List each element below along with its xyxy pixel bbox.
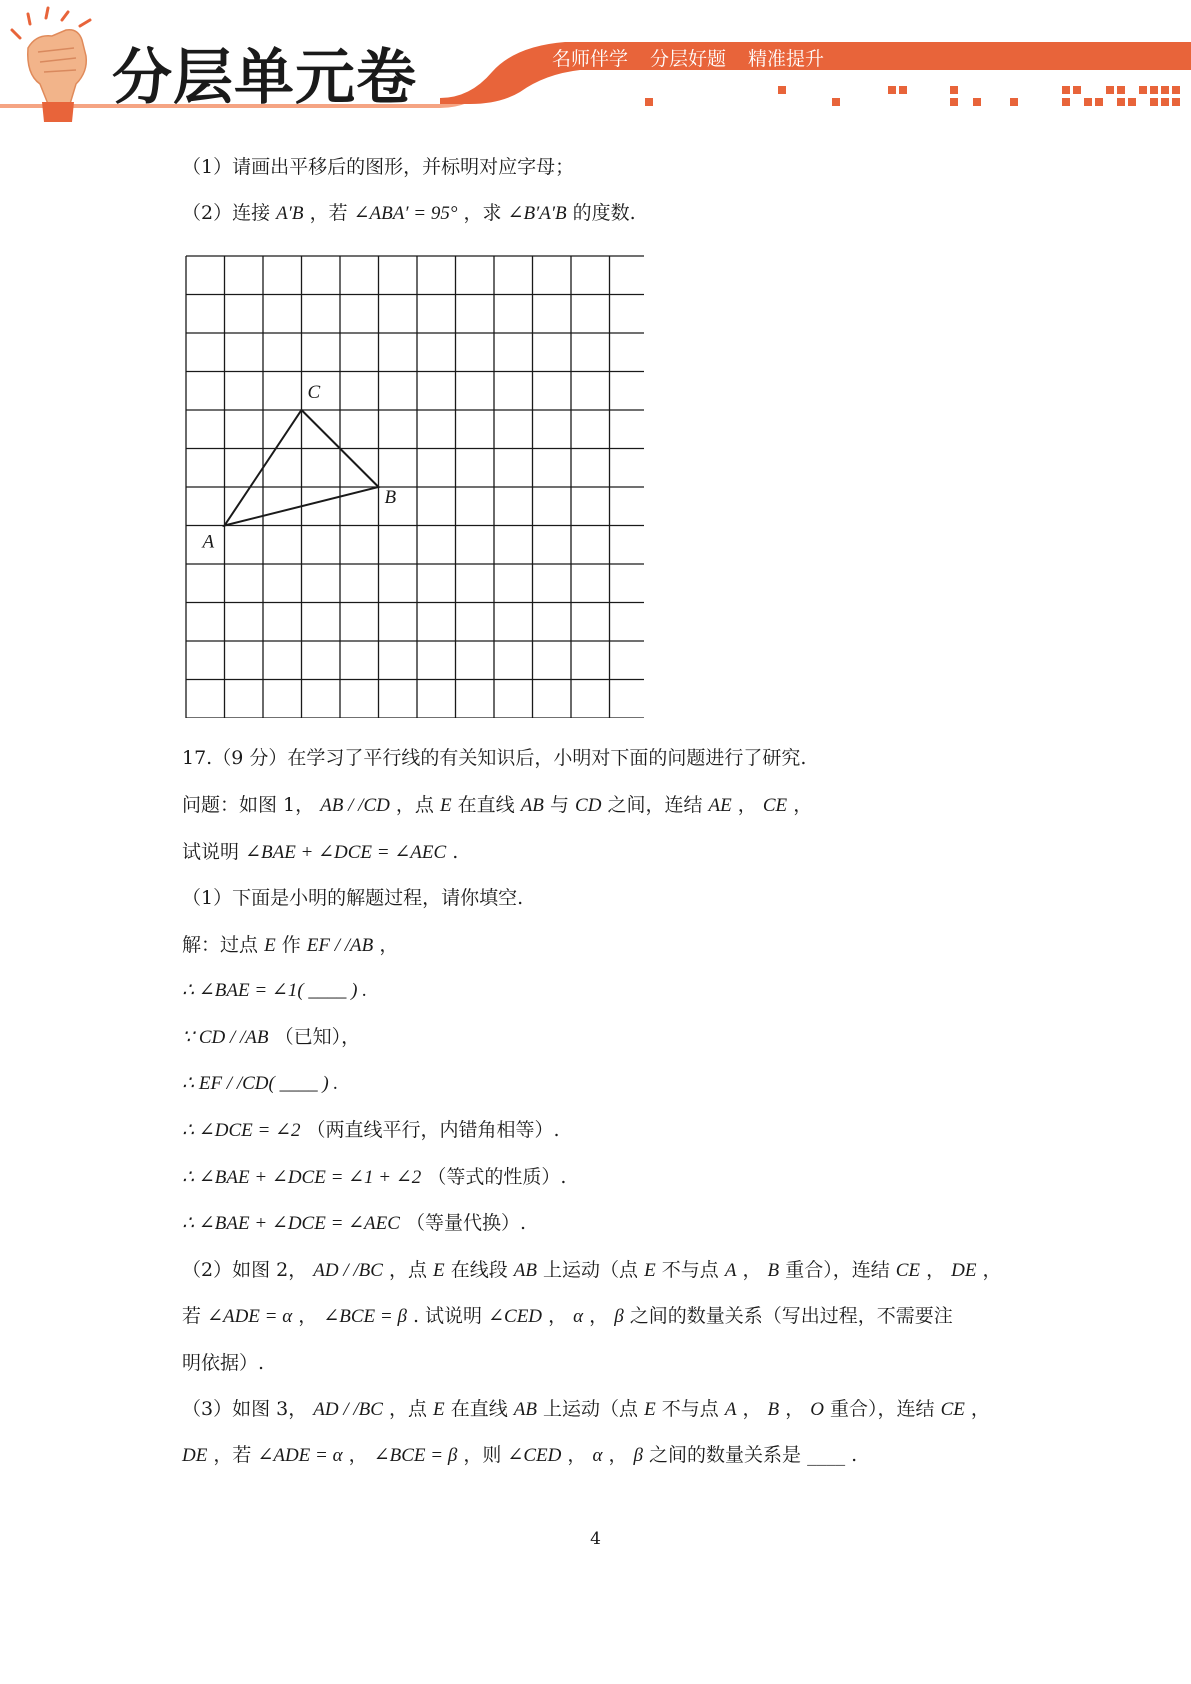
math-point: E <box>439 795 452 816</box>
text: . <box>452 841 459 863</box>
math-angle: ∠ADE = α <box>207 1306 293 1327</box>
text: 之间，连结 <box>607 794 703 816</box>
point-label-a: A <box>202 531 215 553</box>
text: . 试说明 <box>412 1305 483 1327</box>
q17-part2-line3: 明依据）. <box>182 1352 265 1374</box>
text: 之间的数量关系是 <box>649 1444 802 1466</box>
math-parallel: AD / /BC <box>313 1399 383 1420</box>
text: 不与点 <box>661 1259 719 1281</box>
text: 问题：如图 1， <box>182 794 315 816</box>
answer-blank[interactable]: ____ <box>807 1444 846 1466</box>
math-parallel: AB / /CD <box>320 795 390 816</box>
q17-part1: （1）下面是小明的解题过程，请你填空. <box>182 887 524 909</box>
text: ， <box>982 1259 1002 1281</box>
math-segment: A′B <box>276 203 304 224</box>
math-point: E <box>644 1399 656 1420</box>
text: 上运动（点 <box>543 1259 639 1281</box>
text: ， <box>348 1444 368 1466</box>
text: ，若 <box>213 1444 252 1466</box>
math-segment: DE <box>951 1260 977 1281</box>
text: 在直线 <box>450 1398 508 1420</box>
q17-part2-line2 <box>182 1304 953 1329</box>
math-point: E <box>264 935 276 956</box>
text: （两直线平行，内错角相等）. <box>306 1119 560 1141</box>
q17-step-2 <box>182 1025 360 1050</box>
text: 的度数. <box>572 202 636 224</box>
text: 重合），连结 <box>830 1398 935 1420</box>
text: ，点 <box>388 1259 427 1281</box>
text: ，点 <box>395 794 434 816</box>
text: （3）如图 3， <box>182 1398 308 1420</box>
q17-step-5 <box>182 1165 566 1190</box>
math-angle: ∠BCE = β <box>373 1445 458 1466</box>
math-angle-target: ∠B′A′B <box>507 203 567 224</box>
text: （等量代换）. <box>406 1212 527 1234</box>
header-slogan <box>552 44 824 71</box>
q17-step-6 <box>182 1211 526 1236</box>
point-labels <box>201 382 397 553</box>
math-point: B <box>767 1260 780 1281</box>
math-angle: ∠ADE = α <box>257 1445 343 1466</box>
math-segment: DE <box>182 1445 208 1466</box>
text: （2）连接 <box>182 202 271 224</box>
text: . <box>851 1444 858 1466</box>
text: 若 <box>182 1305 202 1327</box>
slogan-item: 分层好题 <box>650 48 727 70</box>
text: ， <box>567 1444 587 1466</box>
math-point: A <box>724 1399 737 1420</box>
math-angle: ∠CED <box>507 1445 562 1466</box>
q17-header: 17.（9 分）在学习了平行线的有关知识后，小明对下面的问题进行了研究. <box>182 747 807 769</box>
text: 之间的数量关系（写出过程，不需要注 <box>629 1305 953 1327</box>
math-segment: CE <box>940 1399 965 1420</box>
math-line: CD <box>575 795 602 816</box>
text: ， <box>298 1305 318 1327</box>
grid-triangle-figure <box>184 254 644 718</box>
text: 上运动（点 <box>543 1398 639 1420</box>
q17-problem <box>182 793 812 818</box>
math-statement: ∴ ∠DCE = ∠2 <box>182 1120 301 1141</box>
text: ， <box>926 1259 946 1281</box>
q17-step-1: ∴ ∠BAE = ∠1( ____ ) . <box>182 980 367 1001</box>
q17-part3-line1 <box>182 1397 990 1422</box>
text: ，若 <box>309 202 348 224</box>
text: ， <box>742 1398 762 1420</box>
math-parallel: AD / /BC <box>313 1260 383 1281</box>
math-segment: AE <box>708 795 732 816</box>
math-symbol: α <box>573 1306 584 1327</box>
math-angle: ∠BCE = β <box>323 1306 407 1327</box>
math-symbol: β <box>614 1306 624 1327</box>
text: ，则 <box>463 1444 502 1466</box>
math-segment: CE <box>895 1260 921 1281</box>
page-number: 4 <box>590 1529 601 1549</box>
math-parallel: EF / /AB <box>306 935 374 956</box>
text: （已知）， <box>274 1026 361 1048</box>
point-label-c: C <box>307 382 321 403</box>
math-angle-condition: ∠ABA′ = 95° <box>353 203 458 224</box>
text: 作 <box>281 934 301 956</box>
math-point: A <box>724 1260 737 1281</box>
text: ， <box>785 1398 805 1420</box>
text: ，点 <box>388 1398 427 1420</box>
text: ， <box>742 1259 762 1281</box>
text: ， <box>379 934 399 956</box>
text: （2）如图 2， <box>182 1259 308 1281</box>
slogan-item: 精准提升 <box>748 48 825 70</box>
q17-step-3: ∴ EF / /CD( ____ ) . <box>182 1073 339 1094</box>
math-segment: CE <box>762 795 788 816</box>
q16-part2 <box>182 201 636 226</box>
math-symbol: α <box>592 1445 603 1466</box>
text: ， <box>548 1305 568 1327</box>
math-statement: ∵ CD / /AB <box>182 1027 269 1048</box>
decorative-pixel-pattern <box>645 86 1180 106</box>
q16-part1: （1）请画出平移后的图形，并标明对应字母； <box>182 156 575 178</box>
text: 试说明 <box>182 841 240 863</box>
text: 在直线 <box>457 794 515 816</box>
q17-step-4 <box>182 1118 560 1143</box>
math-line: AB <box>520 795 544 816</box>
math-angle: ∠CED <box>488 1306 543 1327</box>
page-header <box>0 0 1191 140</box>
brand-title: 分层单元卷 <box>112 43 417 113</box>
math-point: B <box>767 1399 780 1420</box>
text: 重合），连结 <box>785 1259 890 1281</box>
text: ， <box>970 1398 990 1420</box>
slogan-item: 名师伴学 <box>552 48 629 70</box>
text: 解：过点 <box>182 934 259 956</box>
q17-solution-start <box>182 933 398 958</box>
text: 在线段 <box>450 1259 508 1281</box>
text: 与 <box>549 794 569 816</box>
text: ， <box>737 794 757 816</box>
math-equation: ∠BAE + ∠DCE = ∠AEC <box>245 842 447 863</box>
math-point: E <box>433 1260 445 1281</box>
text: ， <box>589 1305 609 1327</box>
math-point: E <box>433 1399 445 1420</box>
math-segment: AB <box>513 1260 537 1281</box>
math-line: AB <box>513 1399 537 1420</box>
grid-lines <box>186 256 644 718</box>
math-statement: ∴ ∠BAE + ∠DCE = ∠1 + ∠2 <box>182 1167 422 1188</box>
math-statement: ∴ ∠BAE + ∠DCE = ∠AEC <box>182 1213 400 1234</box>
text: 不与点 <box>661 1398 719 1420</box>
math-point: E <box>644 1260 656 1281</box>
q17-part3-line2 <box>182 1443 857 1468</box>
q17-explain <box>182 840 458 865</box>
text: （等式的性质）. <box>427 1166 567 1188</box>
point-label-b: B <box>384 487 397 508</box>
math-point: O <box>810 1399 824 1420</box>
text: ，求 <box>463 202 502 224</box>
q17-part2-line1 <box>182 1258 1002 1283</box>
text: ， <box>793 794 813 816</box>
text: ， <box>608 1444 628 1466</box>
math-symbol: β <box>633 1445 643 1466</box>
